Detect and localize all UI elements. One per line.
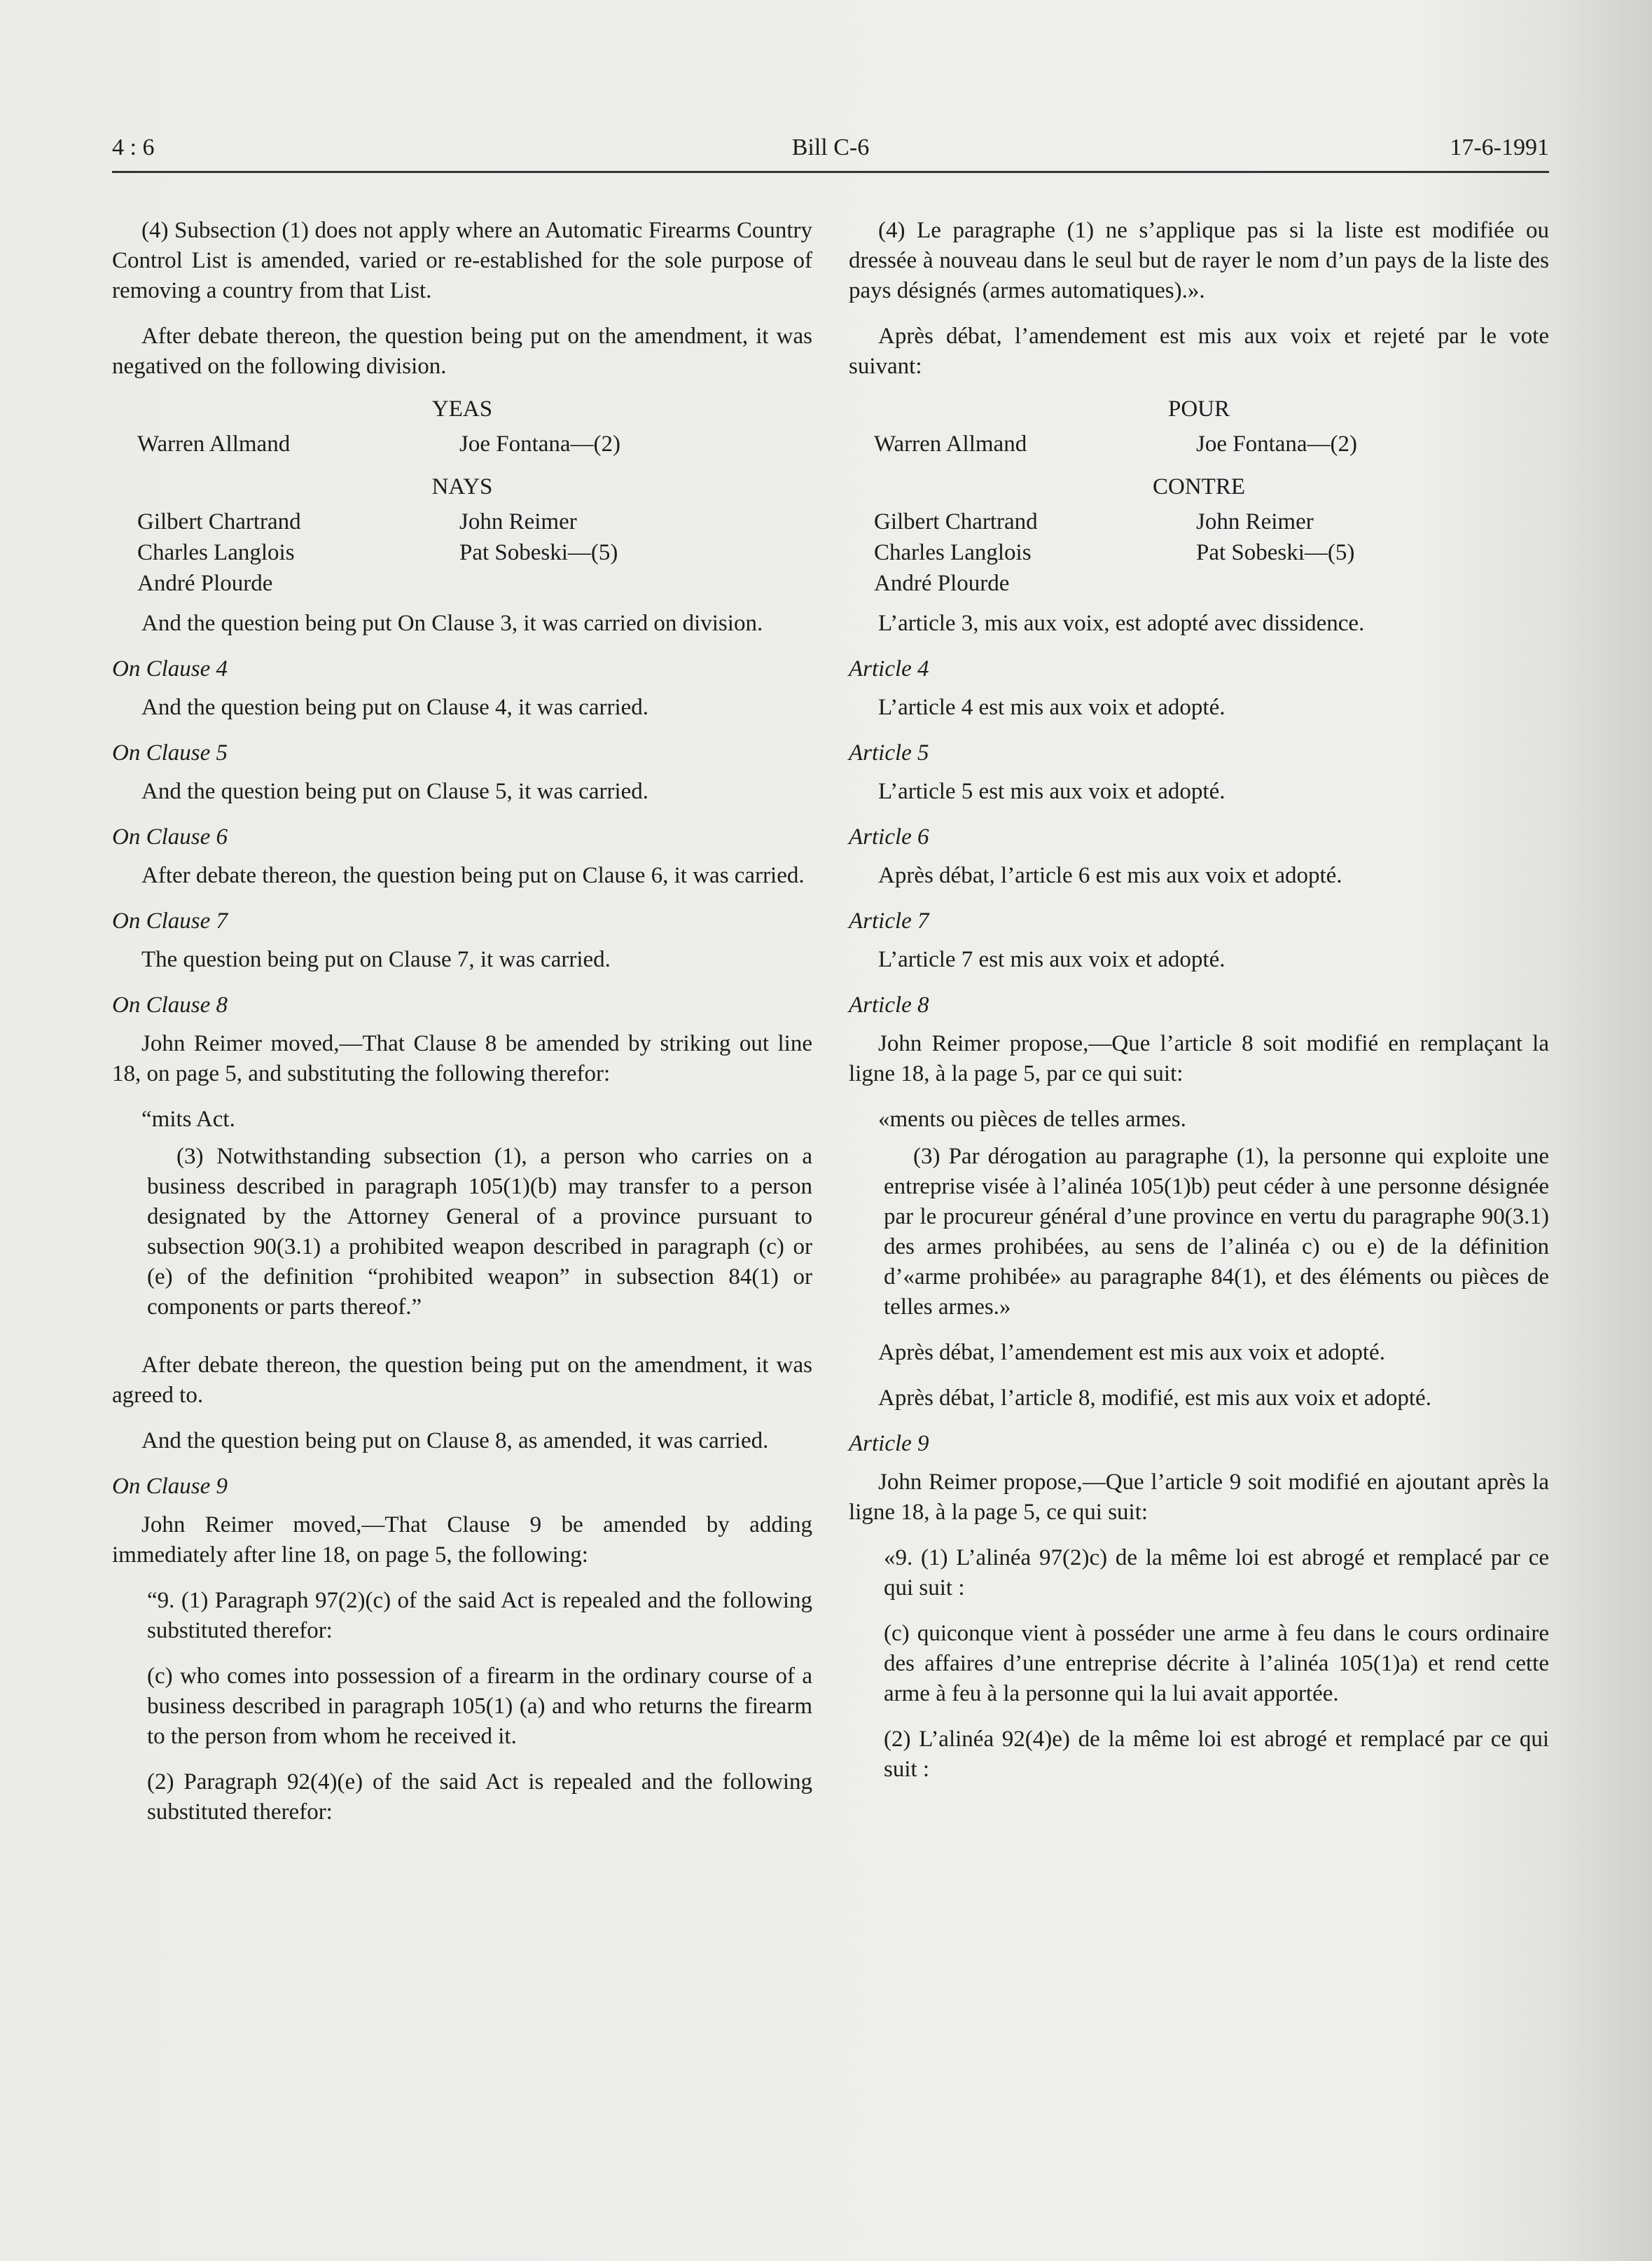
- yea-member: Joe Fontana—(2): [459, 431, 621, 457]
- clause-4-heading: On Clause 4: [112, 656, 228, 682]
- article-6-result: Après débat, l’article 6 est mis aux voix et adopté.: [878, 863, 1342, 888]
- header-title: Bill C-6: [791, 134, 870, 160]
- yeas-heading: YEAS: [431, 396, 493, 422]
- debat-rejete-text: Après débat, l’amendement est mis aux voix et rejeté par le vote suivant:: [849, 324, 1549, 379]
- clause-4-result: And the question being put on Clause 4, it was carried.: [141, 695, 649, 720]
- article-8-motion: John Reimer propose,—Que l’article 8 soit modifié en remplaçant la ligne 18, à la page 5, par ce qui suit:: [849, 1031, 1549, 1086]
- article-4-heading: Article 4: [849, 656, 929, 682]
- article-4-result: L’article 4 est mis aux voix et adopté.: [878, 695, 1226, 720]
- clause-6-result: After debate thereon, the question being put on Clause 6, it was carried.: [141, 863, 805, 888]
- clause-9-motion: John Reimer moved,—That Clause 9 be amended by adding immediately after line 18, on page 5, the following:: [112, 1512, 812, 1568]
- subsection-4-text: (4) Subsection (1) does not apply where an Automatic Firearms Country Control List is amended, varied or re-established for the sole purpose of removing a country from that List.: [112, 218, 812, 303]
- amendement-9-1: «9. (1) L’alinéa 97(2)c) de la même loi est abrogé et remplacé par ce qui suit :: [884, 1545, 1549, 1600]
- nay-member: Gilbert Chartrand: [137, 509, 301, 534]
- article-7-result: L’article 7 est mis aux voix et adopté.: [878, 947, 1226, 972]
- debate-negatived-text: After debate thereon, the question being put on the amendment, it was negatived on the following division.: [112, 324, 812, 379]
- pour-member: Warren Allmand: [874, 431, 1027, 457]
- article-8-heading: Article 8: [849, 993, 929, 1018]
- header-rule: [112, 171, 1549, 173]
- french-column: [849, 216, 1549, 1800]
- clause-3-result: And the question being put On Clause 3, it was carried on division.: [141, 611, 763, 636]
- nays-list: [137, 506, 812, 599]
- clause-8-result: And the question being put on Clause 8, as amended, it was carried.: [141, 1428, 769, 1453]
- article-5-heading: Article 5: [849, 740, 929, 766]
- article-9-motion: John Reimer propose,—Que l’article 9 soit modifié en ajoutant après la ligne 18, à la page 5, ce qui suit:: [849, 1470, 1549, 1525]
- nay-member: [459, 568, 782, 599]
- contre-heading: CONTRE: [1153, 474, 1245, 499]
- nay-member: André Plourde: [137, 571, 273, 596]
- contre-member: Gilbert Chartrand: [874, 509, 1038, 534]
- pour-member: Joe Fontana—(2): [1196, 431, 1358, 457]
- nay-member: John Reimer: [459, 509, 577, 534]
- clause-5-heading: On Clause 5: [112, 740, 228, 766]
- article-5-result: L’article 5 est mis aux voix et adopté.: [878, 779, 1226, 804]
- clause-8-motion: John Reimer moved,—That Clause 8 be amended by striking out line 18, on page 5, and substituting the following therefor:: [112, 1031, 812, 1086]
- clause-6-heading: On Clause 6: [112, 824, 228, 850]
- amendment-mits-line: “mits Act.: [141, 1107, 235, 1132]
- article-8-result: Après débat, l’article 8, modifié, est mis aux voix et adopté.: [878, 1385, 1431, 1411]
- amendment-9-c: (c) who comes into possession of a firearm in the ordinary course of a business described in paragraph 105(1) (a) and who returns the firearm to the person from whom he received it.: [147, 1664, 812, 1749]
- paragraphe-4-text: (4) Le paragraphe (1) ne s’applique pas si la liste est modifiée ou dressée à nouveau dans le seul but de rayer le nom d’un pays de la liste des pays désignés (armes automatiques).».: [849, 218, 1549, 303]
- clause-7-result: The question being put on Clause 7, it was carried.: [141, 947, 611, 972]
- contre-list: [874, 506, 1549, 599]
- header-date: 17-6-1991: [1450, 134, 1549, 160]
- yeas-list: [137, 429, 812, 459]
- article-7-heading: Article 7: [849, 908, 929, 934]
- amendment-agreed: After debate thereon, the question being put on the amendment, it was agreed to.: [112, 1353, 812, 1408]
- article-6-heading: Article 6: [849, 824, 929, 850]
- amendement-adopte: Après débat, l’amendement est mis aux voix et adopté.: [878, 1340, 1385, 1365]
- clause-7-heading: On Clause 7: [112, 908, 228, 934]
- article-3-result: L’article 3, mis aux voix, est adopté avec dissidence.: [878, 611, 1365, 636]
- english-column: [112, 216, 812, 1843]
- clause-8-heading: On Clause 8: [112, 993, 228, 1018]
- contre-member: André Plourde: [874, 571, 1010, 596]
- amendement-9-2: (2) L’alinéa 92(4)e) de la même loi est abrogé et remplacé par ce qui suit :: [884, 1727, 1549, 1782]
- amendment-9-2: (2) Paragraph 92(4)(e) of the said Act is repealed and the following substituted therefor:: [147, 1769, 812, 1825]
- nay-member: Pat Sobeski—(5): [459, 540, 618, 565]
- page-number: 4 : 6: [112, 134, 155, 160]
- amendement-ments-line: «ments ou pièces de telles armes.: [878, 1107, 1186, 1132]
- pour-heading: POUR: [1167, 396, 1230, 422]
- article-9-heading: Article 9: [849, 1431, 929, 1456]
- yea-member: Warren Allmand: [137, 431, 291, 457]
- clause-9-heading: On Clause 9: [112, 1474, 228, 1499]
- nay-member: Charles Langlois: [137, 540, 295, 565]
- nays-heading: NAYS: [431, 474, 493, 499]
- contre-member: [1196, 568, 1518, 599]
- amendement-paragraphe-3: (3) Par dérogation au paragraphe (1), la personne qui exploite une entreprise visée à l’alinéa 105(1)b) peut céder à une personne désignée par le procureur général d’une province en vertu du paragraphe 90(3.1) des armes prohibées, au sens de l’alinéa c) ou e) de la définition d’«arme prohibée» au paragraphe 84(1), et des éléments ou pièces de telles armes.»: [884, 1144, 1549, 1320]
- contre-member: Pat Sobeski—(5): [1196, 540, 1355, 565]
- page-header: [112, 134, 1549, 170]
- amendment-subsection-3: (3) Notwithstanding subsection (1), a person who carries on a business described in paragraph 105(1)(b) may transfer to a person designated by the Attorney General of a province pursuant to subsection 90(3.1) a prohibited weapon described in paragraph (c) or (e) of the definition “prohibited weapon” in subsection 84(1) or components or parts thereof.”: [147, 1144, 812, 1320]
- contre-member: John Reimer: [1196, 509, 1314, 534]
- contre-member: Charles Langlois: [874, 540, 1032, 565]
- clause-5-result: And the question being put on Clause 5, it was carried.: [141, 779, 649, 804]
- amendment-9-1: “9. (1) Paragraph 97(2)(c) of the said Act is repealed and the following substituted therefor:: [147, 1588, 812, 1643]
- amendement-9-c: (c) quiconque vient à posséder une arme à feu dans le cours ordinaire des affaires d’une entreprise décrite à l’alinéa 105(1)a) et rend cette arme à feu à la personne qui la lui avait apportée.: [884, 1621, 1549, 1706]
- pour-list: [874, 429, 1549, 459]
